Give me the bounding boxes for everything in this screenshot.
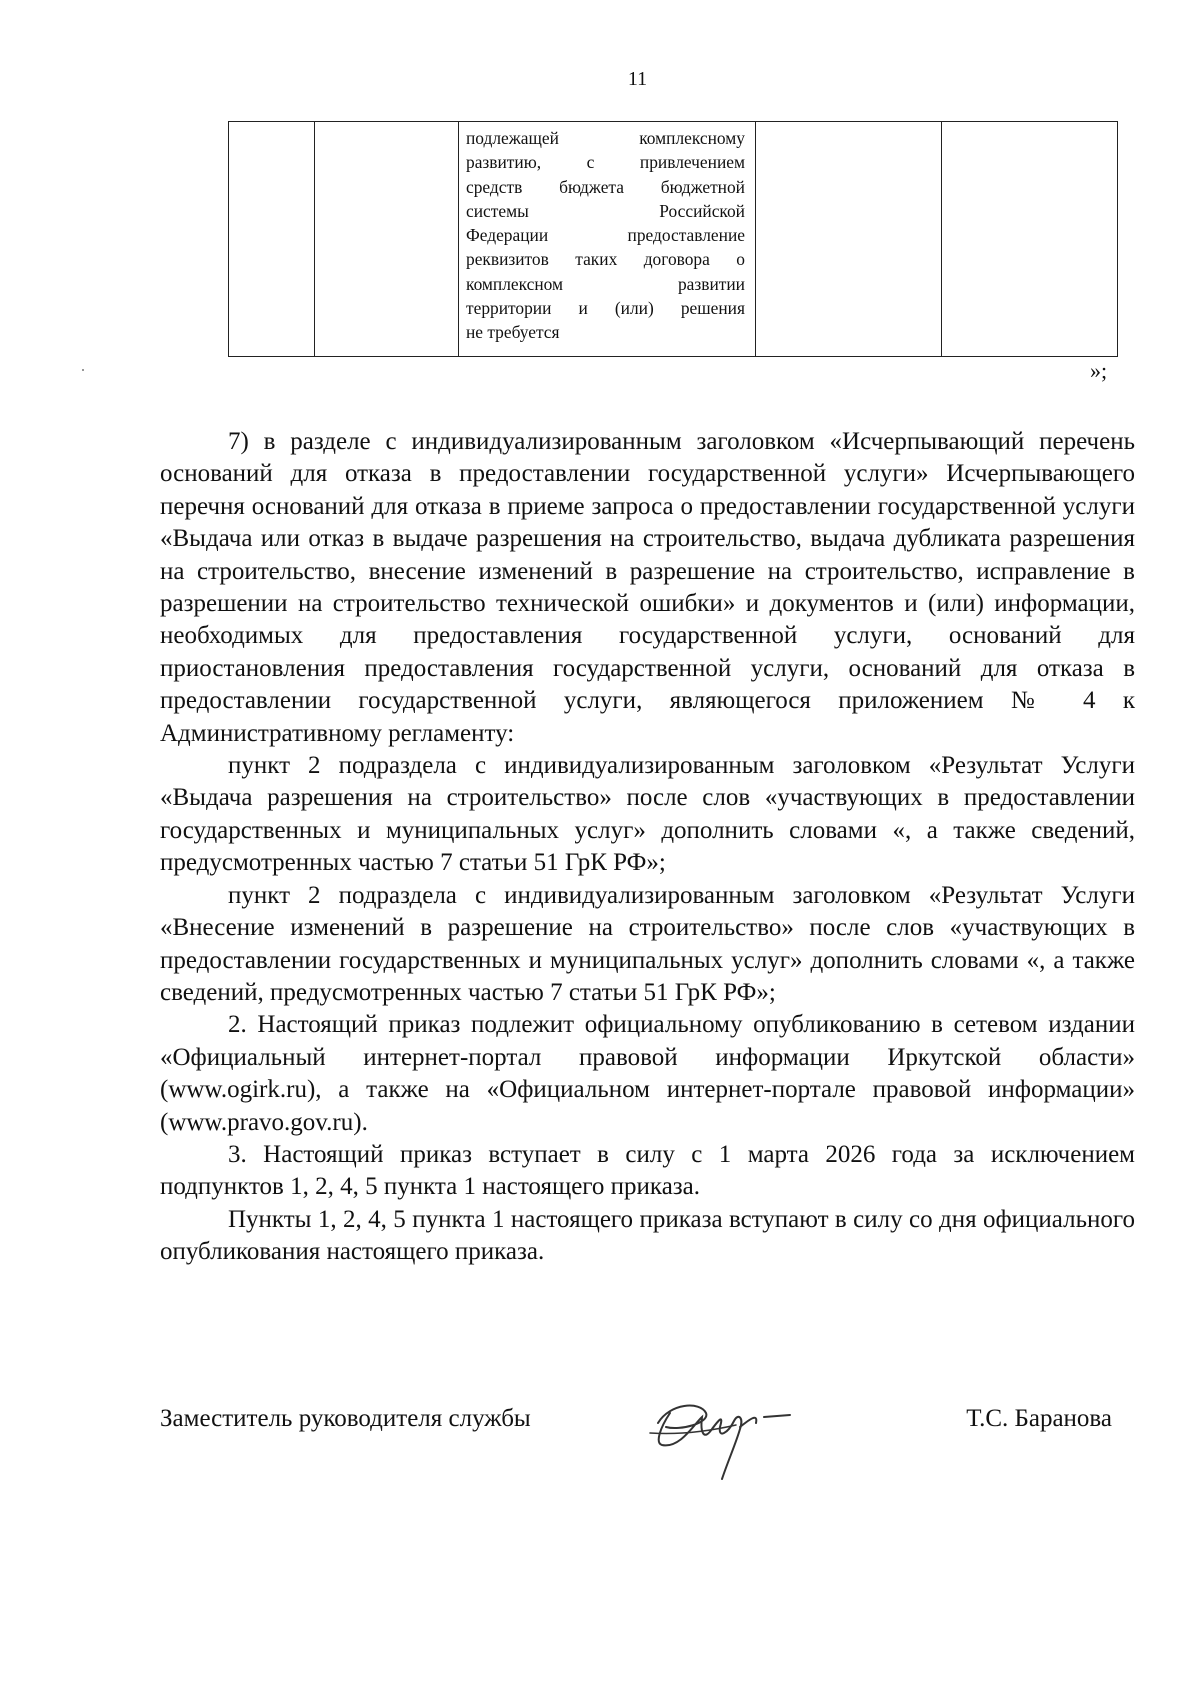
- paragraph-item-7: 7) в разделе с индивидуализированным заголовком «Исчерпывающий перечень оснований для отказа в предоставлении государственной услуги» Исчерпывающего перечня оснований для отказа в приеме запроса о предоставлении государственной услуги «Выдача или отказ в выдаче разрешения на строительство, выдача дубликата разрешения на строительство, внесение изменений в разрешение на строительство, исправление в разрешении на строительство технической ошибки» и документов и (или) информации, необходимых для предоставления государственной услуги, оснований для приостановления предоставления государственной услуги, оснований для отказа в предоставлении государственной услуги, являющегося приложением № 4 к Административному регламенту:: [160, 428, 1135, 747]
- cell-line: реквизитов таких договора о: [466, 249, 745, 270]
- cell-line: подлежащей комплексному: [466, 128, 745, 148]
- cell-line: развитию, с привлечением: [466, 152, 745, 173]
- cell-line: комплексном развитии: [466, 273, 745, 294]
- table-cell-empty-1: [229, 122, 315, 357]
- handwritten-signature: [640, 1383, 820, 1493]
- signatory-position: Заместитель руководителя службы: [160, 1405, 531, 1432]
- scan-speck: [82, 369, 84, 371]
- signatory-name: Т.С. Баранова: [966, 1405, 1112, 1432]
- closing-quote: »;: [1090, 358, 1108, 383]
- body-text: [160, 426, 1135, 1269]
- page-number: 11: [627, 68, 648, 90]
- paragraph-exceptions: Пункты 1, 2, 4, 5 пункта 1 настоящего приказа вступают в силу со дня официального опубликования настоящего приказа.: [160, 1205, 1135, 1266]
- table-cell-empty-2: [315, 122, 459, 357]
- cell-line: не требуется: [466, 322, 560, 343]
- table-fragment: [228, 121, 1118, 357]
- cell-line: Федерации предоставление: [466, 225, 745, 246]
- table-cell-text: [459, 122, 756, 357]
- cell-line: территории и (или) решения: [466, 298, 745, 319]
- paragraph-point-2-first: пункт 2 подраздела с индивидуализированным заголовком «Результат Услуги «Выдача разрешения на строительство» после слов «участвующих в предоставлении государственных и муниципальных услуг» дополнить словами «, а также сведений, предусмотренных частью 7 статьи 51 ГрК РФ»;: [160, 752, 1135, 877]
- paragraph-publication: 2. Настоящий приказ подлежит официальному опубликованию в сетевом издании «Официальный интернет-портал правовой информации Иркутской области» (www.ogirk.ru), а также на «Официальном интернет-портале правовой информации» (www.pravo.gov.ru).: [160, 1011, 1135, 1136]
- signature-block: [160, 1383, 1120, 1493]
- cell-line: системы Российской: [466, 200, 745, 221]
- table-cell-empty-5: [942, 122, 1118, 357]
- paragraph-point-2-second: пункт 2 подраздела с индивидуализированным заголовком «Результат Услуги «Внесение изменений в разрешение на строительство» после слов «участвующих в предоставлении государственных и муниципальных услуг» дополнить словами «, а также сведений, предусмотренных частью 7 статьи 51 ГрК РФ»;: [160, 881, 1135, 1006]
- cell-line: средств бюджета бюджетной: [466, 176, 745, 197]
- table-cell-empty-4: [756, 122, 942, 357]
- table-row: [229, 122, 1118, 357]
- paragraph-effective-date: 3. Настоящий приказ вступает в силу с 1 марта 2026 года за исключением подпунктов 1, 2, 4, 5 пункта 1 настоящего приказа.: [160, 1140, 1135, 1201]
